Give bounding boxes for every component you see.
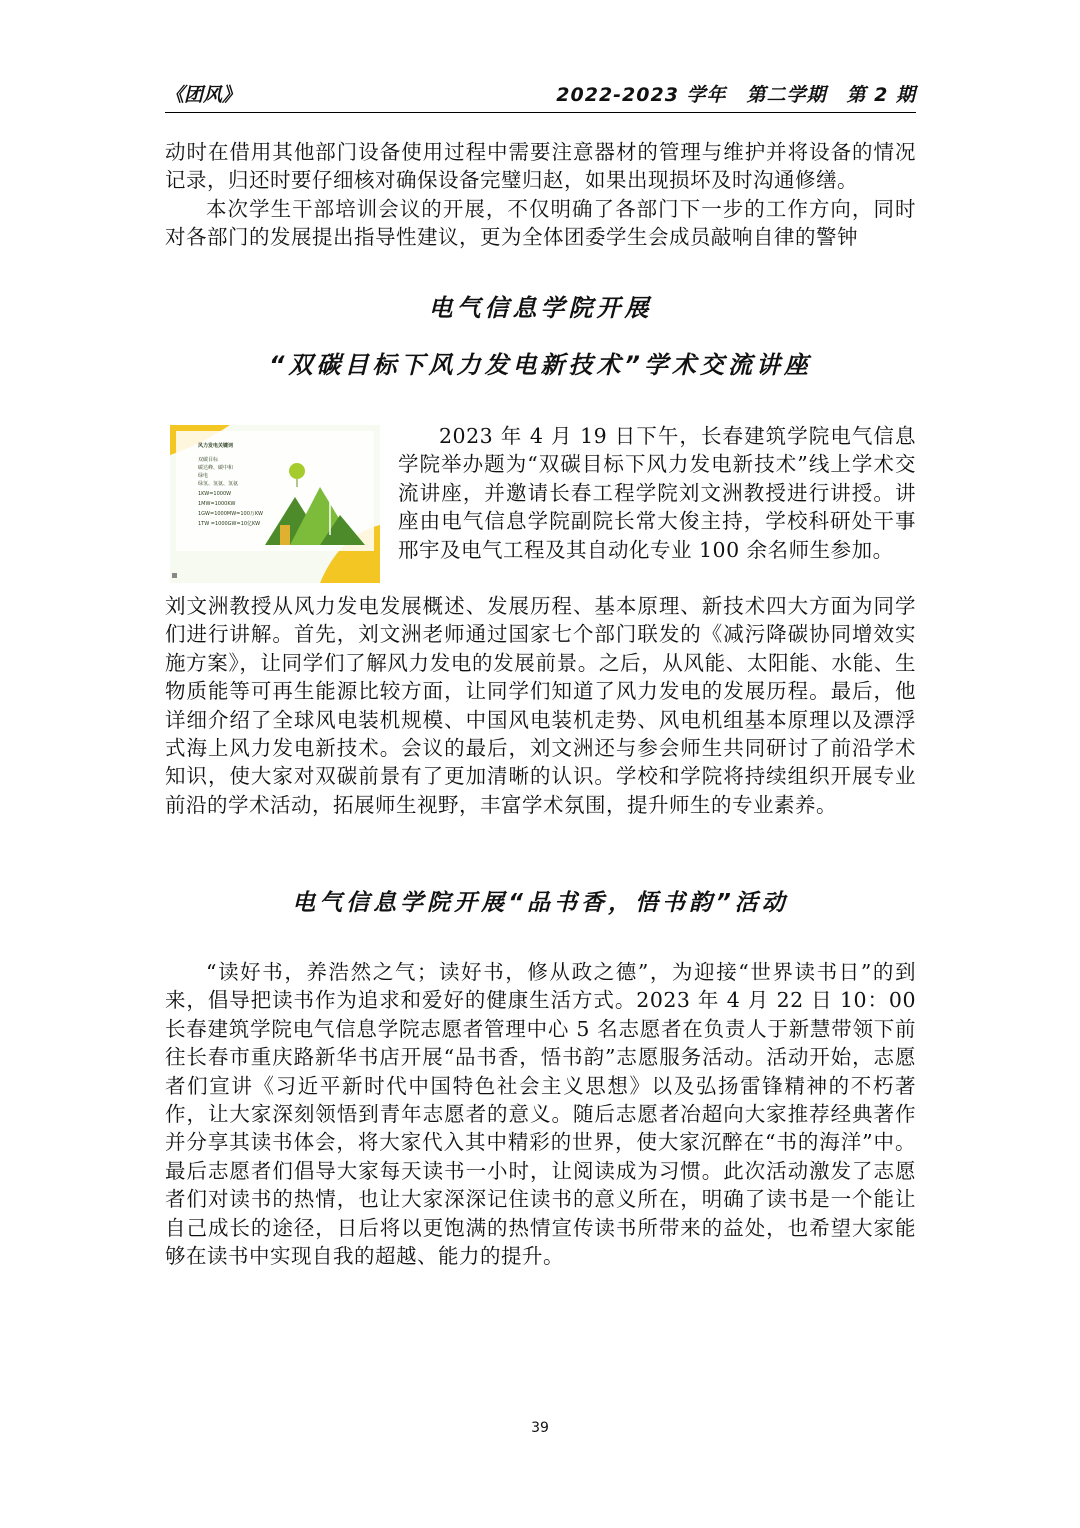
issue-info: 2022-2023 学年 第二学期 第 2 期 <box>556 84 916 106</box>
slide-line: 绿氢、氢氨、氢氨 <box>198 481 239 487</box>
lecture-slide-image <box>170 425 380 583</box>
slide-line: 双碳目标 <box>198 457 219 463</box>
page-number: 39 <box>531 1420 549 1436</box>
article2-title: 电气信息学院开展“品书香，悟书韵”活动 <box>292 890 789 916</box>
article2-body-text: “读好书，养浩然之气；读好书，修从政之德”，为迎接“世界读书日”的到来，倡导把读书作为追求和爱好的健康生活方式。2023 年 4 月 22 日 10：00 长春建筑学院电气信息学院志愿者管理中心 5 名志愿者在负责人于新慧带领下前往长春市重庆路新华书店开展“品书香，悟书韵”志愿服务活动。活动开始，志愿者们宣讲《习近平新时代中国特色社会主义思想》以及弘扬雷锋精神的不朽著作，让大家深刻领悟到青年志愿者的意义。随后志愿者冶超向大家推荐经典著作并分享其读书体会，将大家代入其中精彩的世界，使大家沉醉在“书的海洋”中。最后志愿者们倡导大家每天读书一小时，让阅读成为习惯。此次活动激发了志愿者们对读书的热情，也让大家深深记住读书的意义所在，明确了读书是一个能让自己成长的途径，日后将以更饱满的热情宣传读书所带来的益处，也希望大家能够在读书中实现自我的超越、能力的提升。 <box>165 960 916 1269</box>
article1-title-line1: 电气信息学院开展 <box>428 294 653 322</box>
article1-body-text: 刘文洲教授从风力发电发展概述、发展历程、基本原理、新技术四大方面为同学们进行讲解。首先，刘文洲老师通过国家七个部门联发的《减污降碳协同增效实施方案》，让同学们了解风力发电的发展前景。之后，从风能、太阳能、水能、生物质能等可再生能源比较方面，让同学们知道了风力发电的发展历程。最后，他详细介绍了全球风电装机规模、中国风电装机走势、风电机组基本原理以及漂浮式海上风力发电新技术。会议的最后，刘文洲还与参会师生共同研讨了前沿学术知识，使大家对双碳前景有了更加清晰的认识。学校和学院将持续组织开展专业前沿的学术活动，拓展师生视野，丰富学术氛围，提升师生的专业素养。 <box>165 594 916 817</box>
slide-line: 1KW=1000W <box>198 491 232 497</box>
slide-line: 1TW =1000GW=10亿KW <box>198 521 261 527</box>
slide-graphic <box>170 425 380 583</box>
slide-line: 1GW=1000MW=100万KW <box>198 511 263 517</box>
article1-intro-text: 2023 年 4 月 19 日下午，长春建筑学院电气信息学院举办题为“双碳目标下风力发电新技术”线上学术交流讲座，并邀请长春工程学院刘文洲教授进行讲授。讲座由电气信息学院副院长常大俊主持，学校科研处干事邢宇及电气工程及其自动化专业 100 余名师生参加。 <box>398 424 916 562</box>
article1-title-line2: “双碳目标下风力发电新技术”学术交流讲座 <box>269 351 812 379</box>
journal-name: 《团风》 <box>165 84 242 106</box>
header-divider <box>165 112 916 113</box>
slide-heading: 风力发电关键词 <box>198 443 234 449</box>
slide-line: 绿电 <box>198 473 209 479</box>
slide-line: 1MW=1000KW <box>198 501 236 507</box>
page-header <box>165 80 916 106</box>
intro-paragraph-2: 本次学生干部培训会议的开展，不仅明确了各部门下一步的工作方向，同时对各部门的发展提出指导性建议，更为全体团委学生会成员敲响自律的警钟 <box>165 197 916 250</box>
intro-paragraph-1: 动时在借用其他部门设备使用过程中需要注意器材的管理与维护并将设备的情况记录，归还时要仔细核对确保设备完璧归赵，如果出现损坏及时沟通修缮。 <box>165 140 916 193</box>
slide-line: 碳达峰、碳中和 <box>198 465 234 471</box>
